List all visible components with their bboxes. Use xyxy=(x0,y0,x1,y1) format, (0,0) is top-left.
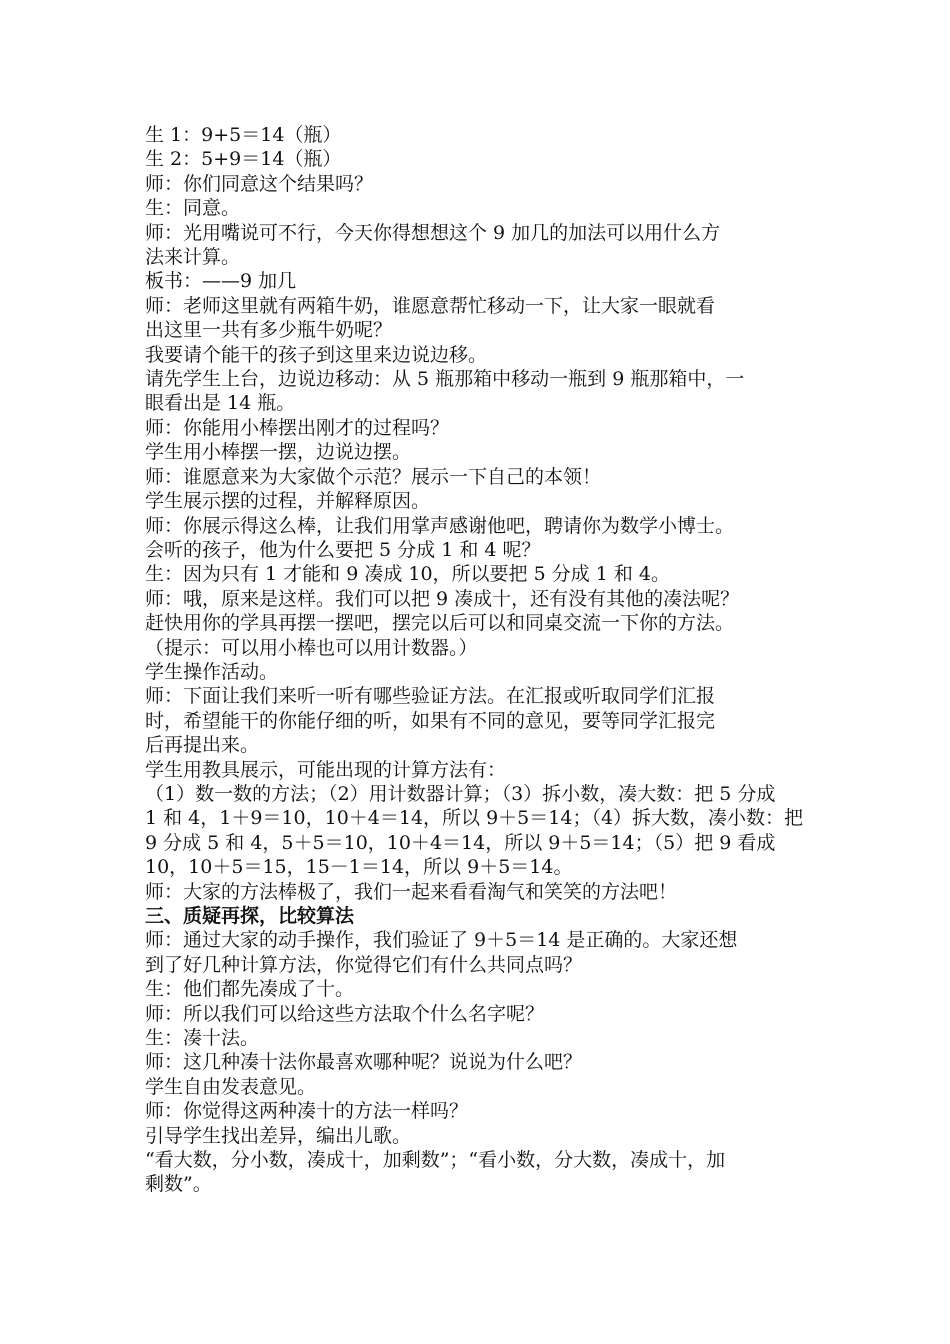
text-line: 引导学生找出差异，编出儿歌。 xyxy=(145,1124,412,1147)
text-line: 板书：——9 加几 xyxy=(145,270,297,293)
text-line: （提示：可以用小棒也可以用计数器。） xyxy=(145,636,478,659)
text-line: （1）数一数的方法；（2）用计数器计算；（3）拆小数，凑大数：把 5 分成 xyxy=(145,782,776,805)
text-line: 眼看出是 14 瓶。 xyxy=(145,392,296,415)
text-line: 学生用教具展示，可能出现的计算方法有： xyxy=(145,758,507,781)
text-line: 学生用小棒摆一摆，边说边摆。 xyxy=(145,441,412,464)
text-line: 1 和 4，1＋9＝10，10＋4＝14，所以 9＋5＝14；（4）拆大数，凑小数：把 xyxy=(145,807,804,830)
text-line: 师：通过大家的动手操作，我们验证了 9＋5＝14 是正确的。大家还想 xyxy=(145,929,738,952)
text-line: 生：凑十法。 xyxy=(145,1027,260,1050)
text-line: 师：你展示得这么棒，让我们用掌声感谢他吧，聘请你为数学小博士。 xyxy=(145,514,735,537)
text-line: 剩数”。 xyxy=(145,1173,212,1196)
text-line: 师：哦，原来是这样。我们可以把 9 凑成十，还有没有其他的凑法呢？ xyxy=(145,587,740,610)
text-line: 我要请个能干的孩子到这里来边说边移。 xyxy=(145,343,488,366)
text-line: 生：同意。 xyxy=(145,197,241,220)
text-line: 生 1：9+5＝14（瓶） xyxy=(145,124,342,146)
text-line: 请先学生上台，边说边移动：从 5 瓶那箱中移动一瓶到 9 瓶那箱中，一 xyxy=(145,368,745,391)
text-line: 法来计算。 xyxy=(145,246,241,269)
text-line: 赶快用你的学具再摆一摆吧，摆完以后可以和同桌交流一下你的方法。 xyxy=(145,612,735,635)
text-line: 师：所以我们可以给这些方法取个什么名字呢？ xyxy=(145,1002,545,1025)
text-line: 师：大家的方法棒极了，我们一起来看看淘气和笑笑的方法吧！ xyxy=(145,880,678,903)
text-line: 师：这几种凑十法你最喜欢哪种呢？说说为什么吧？ xyxy=(145,1051,583,1074)
text-line: 师：你们同意这个结果吗？ xyxy=(145,172,374,195)
section-heading: 三、质疑再探，比较算法 xyxy=(145,905,355,927)
text-line: 师：你觉得这两种凑十的方法一样吗？ xyxy=(145,1100,469,1123)
text-line: 生：他们都先凑成了十。 xyxy=(145,978,355,1001)
text-line: 师：谁愿意来为大家做个示范？展示一下自己的本领！ xyxy=(145,465,602,488)
text-line: 师：下面让我们来听一听有哪些验证方法。在汇报或听取同学们汇报 xyxy=(145,685,716,708)
text-line: 后再提出来。 xyxy=(145,734,260,757)
text-line: 生：因为只有 1 才能和 9 凑成 10，所以要把 5 分成 1 和 4。 xyxy=(145,563,671,586)
text-line: 师：光用嘴说可不行，今天你得想想这个 9 加几的加法可以用什么方 xyxy=(145,221,721,244)
text-line: 到了好几种计算方法，你觉得它们有什么共同点吗？ xyxy=(145,953,583,976)
text-line: 时，希望能干的你能仔细的听，如果有不同的意见，要等同学汇报完 xyxy=(145,709,716,732)
text-line: “看大数，分小数，凑成十，加剩数”；“看小数，分大数，凑成十，加 xyxy=(145,1149,726,1172)
text-line: 学生展示摆的过程，并解释原因。 xyxy=(145,490,431,513)
text-line: 10，10＋5＝15，15－1＝14，所以 9＋5＝14。 xyxy=(145,856,573,879)
text-line: 师：老师这里就有两箱牛奶，谁愿意帮忙移动一下，让大家一眼就看 xyxy=(145,294,716,317)
document-body xyxy=(145,123,817,1197)
text-line: 会听的孩子，他为什么要把 5 分成 1 和 4 呢？ xyxy=(145,538,541,561)
text-line: 师：你能用小棒摆出刚才的过程吗？ xyxy=(145,416,450,439)
text-line: 生 2：5+9＝14（瓶） xyxy=(145,148,342,171)
text-line: 出这里一共有多少瓶牛奶呢？ xyxy=(145,319,393,342)
text-line: 9 分成 5 和 4，5＋5＝10，10＋4＝14，所以 9＋5＝14；（5）把 9 看成 xyxy=(145,831,776,854)
text-line: 学生操作活动。 xyxy=(145,660,279,683)
text-line: 学生自由发表意见。 xyxy=(145,1075,317,1098)
